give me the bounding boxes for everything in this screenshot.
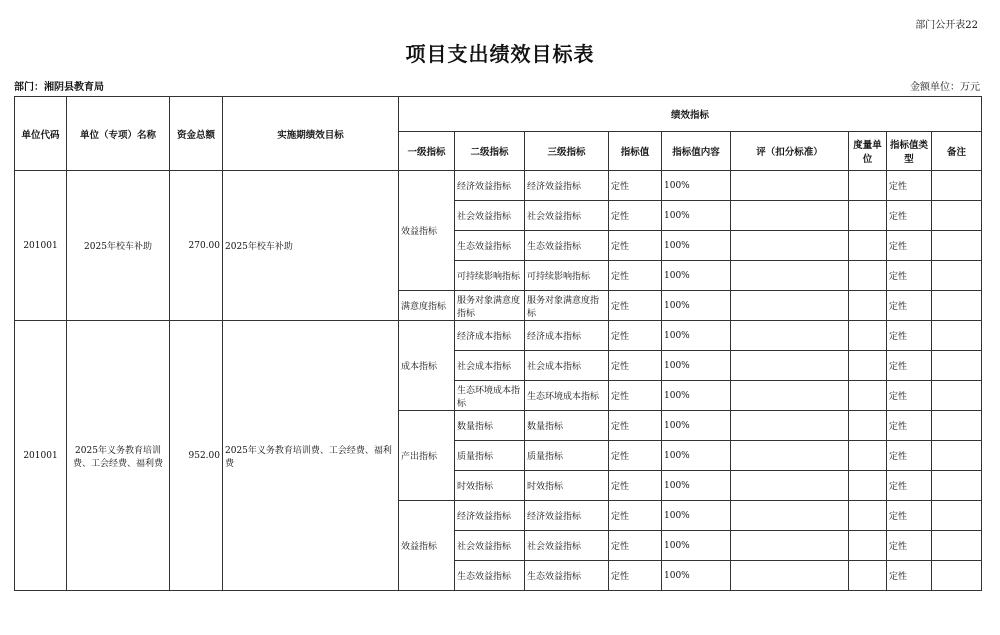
header-level3: 三级指标 bbox=[525, 132, 609, 171]
value-type-cell: 定性 bbox=[887, 471, 932, 501]
amount-cell: 270.00 bbox=[170, 171, 223, 321]
measure-unit-cell bbox=[849, 531, 887, 561]
value-content-cell: 100% bbox=[662, 291, 731, 321]
header-unit-code: 单位代码 bbox=[15, 97, 67, 171]
level3-cell: 生态效益指标 bbox=[525, 231, 609, 261]
value-type-cell: 定性 bbox=[887, 531, 932, 561]
value-cell: 定性 bbox=[609, 441, 662, 471]
value-cell: 定性 bbox=[609, 561, 662, 591]
criteria-cell bbox=[731, 261, 849, 291]
value-content-cell: 100% bbox=[662, 501, 731, 531]
level2-cell: 质量指标 bbox=[455, 441, 525, 471]
value-cell: 定性 bbox=[609, 381, 662, 411]
value-type-cell: 定性 bbox=[887, 291, 932, 321]
level3-cell: 经济效益指标 bbox=[525, 171, 609, 201]
value-type-cell: 定性 bbox=[887, 501, 932, 531]
goal-cell: 2025年义务教育培训费、工会经费、福利费 bbox=[223, 321, 399, 591]
value-cell: 定性 bbox=[609, 291, 662, 321]
level3-cell: 社会成本指标 bbox=[525, 351, 609, 381]
value-cell: 定性 bbox=[609, 201, 662, 231]
level3-cell: 经济效益指标 bbox=[525, 501, 609, 531]
remark-cell bbox=[932, 351, 982, 381]
level2-cell: 社会效益指标 bbox=[455, 201, 525, 231]
unit-code-cell: 201001 bbox=[15, 171, 67, 321]
remark-cell bbox=[932, 471, 982, 501]
measure-unit-cell bbox=[849, 471, 887, 501]
page-title: 项目支出绩效目标表 bbox=[405, 42, 595, 66]
header-unit-name: 单位（专项）名称 bbox=[67, 97, 170, 171]
header-value: 指标值 bbox=[609, 132, 662, 171]
value-type-cell: 定性 bbox=[887, 351, 932, 381]
table-row bbox=[15, 171, 982, 201]
remark-cell bbox=[932, 441, 982, 471]
level3-cell: 服务对象满意度指标 bbox=[525, 291, 609, 321]
level1-cell: 效益指标 bbox=[399, 501, 455, 591]
header-level2: 二级指标 bbox=[455, 132, 525, 171]
level2-cell: 经济成本指标 bbox=[455, 321, 525, 351]
criteria-cell bbox=[731, 441, 849, 471]
unit-code-cell: 201001 bbox=[15, 321, 67, 591]
remark-cell bbox=[932, 411, 982, 441]
measure-unit-cell bbox=[849, 201, 887, 231]
measure-unit-cell bbox=[849, 561, 887, 591]
level1-cell: 满意度指标 bbox=[399, 291, 455, 321]
measure-unit-cell bbox=[849, 231, 887, 261]
value-content-cell: 100% bbox=[662, 261, 731, 291]
department-label: 部门：湘阴县教育局 bbox=[14, 82, 104, 93]
remark-cell bbox=[932, 531, 982, 561]
criteria-cell bbox=[731, 471, 849, 501]
level1-cell: 产出指标 bbox=[399, 411, 455, 501]
level3-cell: 可持续影响指标 bbox=[525, 261, 609, 291]
remark-cell bbox=[932, 171, 982, 201]
table-number-note: 部门公开表22 bbox=[915, 20, 978, 31]
level3-cell: 社会效益指标 bbox=[525, 201, 609, 231]
value-type-cell: 定性 bbox=[887, 411, 932, 441]
level2-cell: 经济效益指标 bbox=[455, 171, 525, 201]
level2-cell: 生态环境成本指标 bbox=[455, 381, 525, 411]
criteria-cell bbox=[731, 201, 849, 231]
unit-name-cell: 2025年义务教育培训费、工会经费、福利费 bbox=[67, 321, 170, 591]
measure-unit-cell bbox=[849, 261, 887, 291]
value-content-cell: 100% bbox=[662, 441, 731, 471]
value-cell: 定性 bbox=[609, 531, 662, 561]
header-level1: 一级指标 bbox=[399, 132, 455, 171]
value-type-cell: 定性 bbox=[887, 321, 932, 351]
value-cell: 定性 bbox=[609, 471, 662, 501]
measure-unit-cell bbox=[849, 411, 887, 441]
value-content-cell: 100% bbox=[662, 381, 731, 411]
value-cell: 定性 bbox=[609, 501, 662, 531]
value-content-cell: 100% bbox=[662, 411, 731, 441]
header-goal: 实施期绩效目标 bbox=[223, 97, 399, 171]
value-type-cell: 定性 bbox=[887, 171, 932, 201]
criteria-cell bbox=[731, 531, 849, 561]
performance-target-table bbox=[14, 96, 982, 591]
level3-cell: 经济成本指标 bbox=[525, 321, 609, 351]
header-measure-unit: 度量单位 bbox=[849, 132, 887, 171]
remark-cell bbox=[932, 381, 982, 411]
level2-cell: 服务对象满意度指标 bbox=[455, 291, 525, 321]
value-cell: 定性 bbox=[609, 411, 662, 441]
measure-unit-cell bbox=[849, 501, 887, 531]
measure-unit-cell bbox=[849, 351, 887, 381]
header-criteria: 评（扣分标准） bbox=[731, 132, 849, 171]
value-content-cell: 100% bbox=[662, 201, 731, 231]
value-cell: 定性 bbox=[609, 231, 662, 261]
remark-cell bbox=[932, 231, 982, 261]
level3-cell: 质量指标 bbox=[525, 441, 609, 471]
criteria-cell bbox=[731, 291, 849, 321]
goal-cell: 2025年校车补助 bbox=[223, 171, 399, 321]
value-content-cell: 100% bbox=[662, 231, 731, 261]
level2-cell: 可持续影响指标 bbox=[455, 261, 525, 291]
level2-cell: 时效指标 bbox=[455, 471, 525, 501]
value-content-cell: 100% bbox=[662, 351, 731, 381]
level2-cell: 社会成本指标 bbox=[455, 351, 525, 381]
value-type-cell: 定性 bbox=[887, 441, 932, 471]
value-type-cell: 定性 bbox=[887, 261, 932, 291]
level2-cell: 生态效益指标 bbox=[455, 561, 525, 591]
value-cell: 定性 bbox=[609, 261, 662, 291]
amount-cell: 952.00 bbox=[170, 321, 223, 591]
criteria-cell bbox=[731, 321, 849, 351]
measure-unit-cell bbox=[849, 321, 887, 351]
criteria-cell bbox=[731, 381, 849, 411]
remark-cell bbox=[932, 201, 982, 231]
level3-cell: 时效指标 bbox=[525, 471, 609, 501]
measure-unit-cell bbox=[849, 291, 887, 321]
level1-cell: 效益指标 bbox=[399, 171, 455, 291]
level2-cell: 生态效益指标 bbox=[455, 231, 525, 261]
header-value-content: 指标值内容 bbox=[662, 132, 731, 171]
criteria-cell bbox=[731, 231, 849, 261]
value-type-cell: 定性 bbox=[887, 201, 932, 231]
header-performance-indicators: 绩效指标 bbox=[399, 97, 982, 132]
value-content-cell: 100% bbox=[662, 531, 731, 561]
header-remark: 备注 bbox=[932, 132, 982, 171]
level2-cell: 社会效益指标 bbox=[455, 531, 525, 561]
header-value-type: 指标值类型 bbox=[887, 132, 932, 171]
level2-cell: 数量指标 bbox=[455, 411, 525, 441]
level3-cell: 生态效益指标 bbox=[525, 561, 609, 591]
measure-unit-cell bbox=[849, 441, 887, 471]
value-cell: 定性 bbox=[609, 321, 662, 351]
value-type-cell: 定性 bbox=[887, 381, 932, 411]
value-content-cell: 100% bbox=[662, 321, 731, 351]
criteria-cell bbox=[731, 501, 849, 531]
measure-unit-cell bbox=[849, 381, 887, 411]
value-cell: 定性 bbox=[609, 171, 662, 201]
value-content-cell: 100% bbox=[662, 471, 731, 501]
remark-cell bbox=[932, 561, 982, 591]
unit-name-cell: 2025年校车补助 bbox=[67, 171, 170, 321]
value-type-cell: 定性 bbox=[887, 231, 932, 261]
value-content-cell: 100% bbox=[662, 561, 731, 591]
value-type-cell: 定性 bbox=[887, 561, 932, 591]
value-content-cell: 100% bbox=[662, 171, 731, 201]
level1-cell: 成本指标 bbox=[399, 321, 455, 411]
header-total-funds: 资金总额 bbox=[170, 97, 223, 171]
amount-unit-label: 金额单位：万元 bbox=[910, 82, 980, 93]
level3-cell: 社会效益指标 bbox=[525, 531, 609, 561]
level3-cell: 生态环境成本指标 bbox=[525, 381, 609, 411]
criteria-cell bbox=[731, 171, 849, 201]
level3-cell: 数量指标 bbox=[525, 411, 609, 441]
measure-unit-cell bbox=[849, 171, 887, 201]
remark-cell bbox=[932, 321, 982, 351]
criteria-cell bbox=[731, 351, 849, 381]
criteria-cell bbox=[731, 561, 849, 591]
remark-cell bbox=[932, 501, 982, 531]
table-row bbox=[15, 321, 982, 351]
level2-cell: 经济效益指标 bbox=[455, 501, 525, 531]
remark-cell bbox=[932, 261, 982, 291]
criteria-cell bbox=[731, 411, 849, 441]
remark-cell bbox=[932, 291, 982, 321]
value-cell: 定性 bbox=[609, 351, 662, 381]
